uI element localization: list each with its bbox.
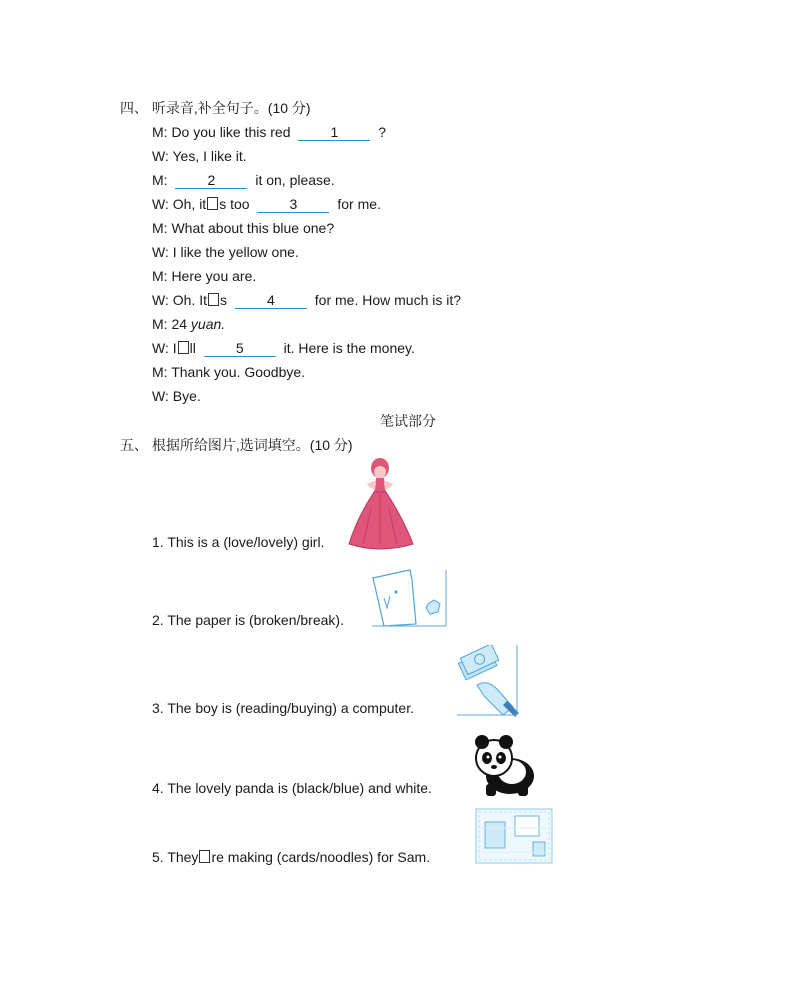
line-text: for me. How much is it? <box>314 292 462 308</box>
section-4-title: 四、 听录音,补全句子。(10 分) <box>120 100 311 116</box>
line-text: it. Here is the money. <box>283 340 415 356</box>
missing-glyph-box <box>208 293 219 306</box>
money-hand-image <box>455 645 519 717</box>
line-text: W: Bye. <box>152 388 201 404</box>
missing-glyph-box <box>178 341 189 354</box>
blank-3[interactable]: 3 <box>257 197 329 213</box>
torn-paper-image <box>370 568 448 628</box>
line-text: M: Here you are. <box>152 268 257 284</box>
line-text: M: What about this blue one? <box>152 220 335 236</box>
dialogue-line-12 <box>152 388 201 404</box>
written-part-title: 笔试部分 <box>380 413 436 429</box>
dialogue-line-7 <box>152 268 256 284</box>
line-text: M: 24 <box>152 316 188 332</box>
line-text: for me. <box>337 196 381 212</box>
dialogue-line-8 <box>152 292 461 309</box>
line-text: ? <box>378 124 387 140</box>
line-text: W: Oh, it <box>152 196 207 212</box>
line-text: M: Do you like this red <box>152 124 291 140</box>
line-text: W: Oh. It <box>152 292 207 308</box>
line-text: M: <box>152 172 168 188</box>
line-text: M: Thank you. Goodbye. <box>152 364 306 380</box>
dialogue-line-1 <box>152 124 386 141</box>
blank-1[interactable]: 1 <box>298 125 370 141</box>
line-text: W: I <box>152 340 177 356</box>
dialogue-line-5 <box>152 220 334 236</box>
princess-image <box>345 458 415 550</box>
section-5-title: 五、 根据所给图片,选词填空。(10 分) <box>120 437 353 453</box>
question-text: re making (cards/noodles) for Sam. <box>211 849 431 865</box>
line-text: W: I like the yellow one. <box>152 244 299 260</box>
question-4: 4. The lovely panda is (black/blue) and white. <box>152 780 432 796</box>
blank-4[interactable]: 4 <box>235 293 307 309</box>
dialogue-line-3 <box>152 172 335 189</box>
question-text: 5. They <box>152 849 199 865</box>
birthday-card-image <box>475 808 553 864</box>
question-1: 1. This is a (love/lovely) girl. <box>152 534 325 550</box>
dialogue-line-6 <box>152 244 299 260</box>
missing-glyph-box <box>207 197 218 210</box>
line-text: ll <box>189 340 196 356</box>
blank-5[interactable]: 5 <box>204 341 276 357</box>
question-2: 2. The paper is (broken/break). <box>152 612 344 628</box>
panda-image <box>472 732 538 798</box>
line-text: it on, please. <box>255 172 335 188</box>
line-text: s too <box>219 196 250 212</box>
line-text: s <box>219 292 227 308</box>
dialogue-line-2 <box>152 148 247 164</box>
dialogue-line-10 <box>152 340 415 357</box>
dialogue-line-11 <box>152 364 305 380</box>
currency-text: yuan. <box>190 316 226 332</box>
dialogue-line-4 <box>152 196 381 213</box>
question-5 <box>152 849 430 865</box>
blank-2[interactable]: 2 <box>175 173 247 189</box>
dialogue-line-9 <box>152 316 225 332</box>
question-3: 3. The boy is (reading/buying) a computer. <box>152 700 415 716</box>
missing-glyph-box <box>199 850 210 863</box>
line-text: W: Yes, I like it. <box>152 148 247 164</box>
